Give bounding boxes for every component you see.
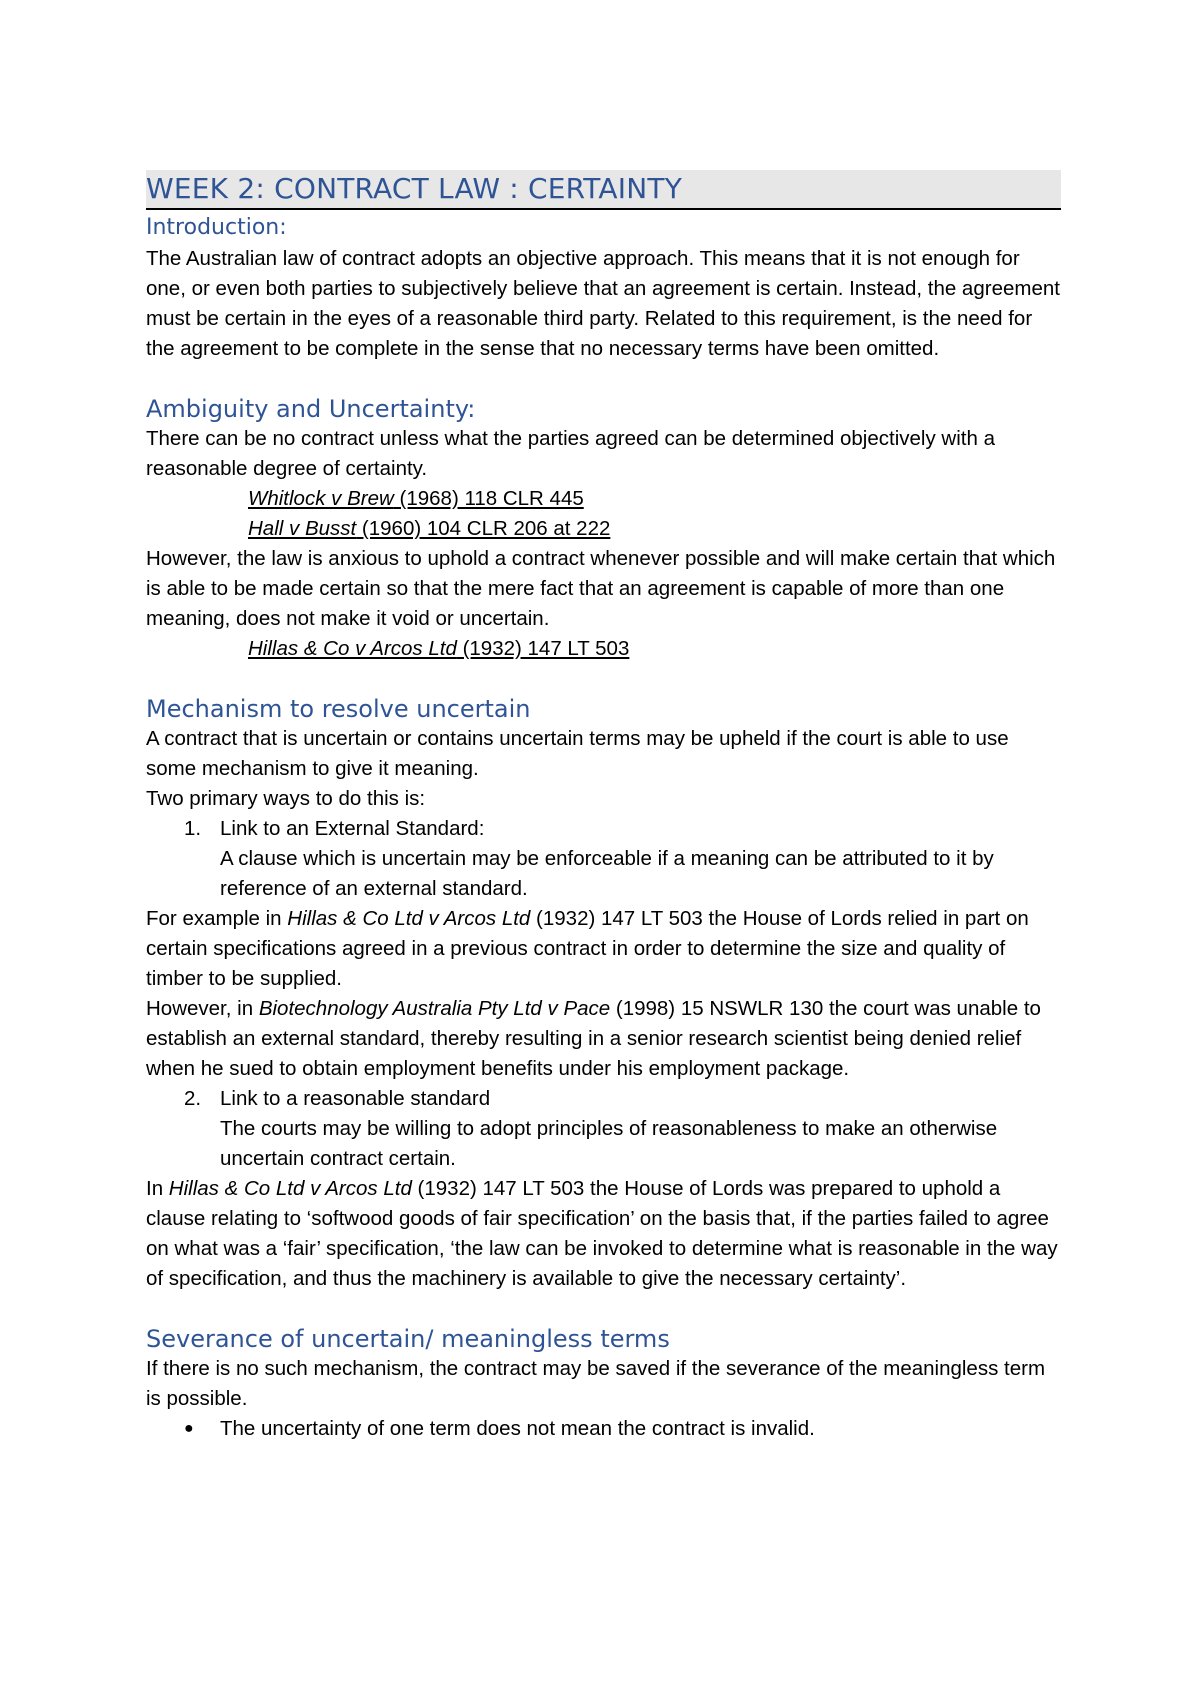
case-reference: (1968) 118 CLR 445 <box>393 487 584 510</box>
section-severance <box>146 1324 1061 1444</box>
case-reference: (1960) 104 CLR 206 at 222 <box>356 517 611 540</box>
introduction-paragraph: The Australian law of contract adopts an objective approach. This means that it is not enough for one, or even both parties to subjectively believe that an agreement is certain. Instead, the agreement must be certain in the eyes of a reasonable third party. Related to this requirement, is the need for the agreement to be complete in the sense that no necessary terms have been omitted. <box>146 247 1060 360</box>
list-item-title: Link to a reasonable standard <box>220 1087 491 1110</box>
case-citation <box>146 514 1061 544</box>
list-item-title: Link to an External Standard: <box>220 817 485 840</box>
case-reference: (1932) 147 LT 503 <box>456 637 630 660</box>
case-name: Whitlock v Brew <box>248 487 394 510</box>
case-name: Biotechnology Australia Pty Ltd v Pace <box>258 997 611 1020</box>
bullet-text: The uncertainty of one term does not mean the contract is invalid. <box>220 1417 815 1440</box>
case-name: Hillas & Co v Arcos Ltd <box>248 637 457 660</box>
case-name: Hall v Busst <box>248 517 357 540</box>
mechanism-heading: Mechanism to resolve uncertain <box>146 695 531 723</box>
list-item-description: A clause which is uncertain may be enforceable if a meaning can be attributed to it by reference of an external standard. <box>220 847 994 900</box>
severance-heading: Severance of uncertain/ meaningless terms <box>146 1325 670 1353</box>
title-bar <box>146 170 1061 210</box>
mechanism-paragraph-1: A contract that is uncertain or contains uncertain terms may be upheld if the court is able to use some mechanism to give it meaning. <box>146 727 1009 780</box>
ambiguity-paragraph-1: There can be no contract unless what the parties agreed can be determined objectively with a reasonable degree of certainty. <box>146 427 995 480</box>
case-citation <box>146 634 1061 664</box>
page-title: WEEK 2: CONTRACT LAW : CERTAINTY <box>146 172 682 205</box>
bullet-icon: ● <box>184 1420 194 1437</box>
mechanism-paragraph-2: Two primary ways to do this is: <box>146 787 426 810</box>
section-introduction <box>146 212 1061 364</box>
numbered-list-item <box>146 814 1061 904</box>
ambiguity-heading: Ambiguity and Uncertainty: <box>146 395 476 423</box>
numbered-list-item <box>146 1084 1061 1174</box>
section-mechanism <box>146 694 1061 1294</box>
list-number: 2. <box>184 1087 202 1110</box>
case-name: Hillas & Co Ltd v Arcos Ltd <box>168 1177 412 1200</box>
case-name: Hillas & Co Ltd v Arcos Ltd <box>287 907 531 930</box>
document-page <box>146 170 1061 1444</box>
severance-paragraph: If there is no such mechanism, the contract may be saved if the severance of the meaningless term is possible. <box>146 1357 1046 1410</box>
example-paragraph: For example in Hillas & Co Ltd v Arcos Ltd (1932) 147 LT 503 the House of Lords relied in part on certain specifications agreed in a previous contract in order to determine the size and quality of timber to be supplied. <box>146 907 1029 990</box>
ambiguity-paragraph-2: However, the law is anxious to uphold a contract whenever possible and will make certain that which is able to be made certain so that the mere fact that an agreement is capable of more than one meaning, does not make it void or uncertain. <box>146 547 1056 630</box>
example-paragraph: In Hillas & Co Ltd v Arcos Ltd (1932) 147 LT 503 the House of Lords was prepared to uphold a clause relating to ‘softwood goods of fair specification’ on the basis that, if the parties failed to agree on what was a ‘fair’ specification, ‘the law can be invoked to determine what is reasonable in the way of specification, and thus the machinery is available to give the necessary certainty’. <box>146 1177 1058 1290</box>
list-item-description: The courts may be willing to adopt principles of reasonableness to make an otherwise uncertain contract certain. <box>220 1117 998 1170</box>
bullet-list-item <box>146 1414 1061 1444</box>
list-number: 1. <box>184 817 202 840</box>
case-citation <box>146 484 1061 514</box>
section-ambiguity <box>146 394 1061 664</box>
introduction-heading: Introduction: <box>146 215 287 240</box>
example-paragraph: However, in Biotechnology Australia Pty Ltd v Pace (1998) 15 NSWLR 130 the court was unable to establish an external standard, thereby resulting in a senior research scientist being denied relief when he sued to obtain employment benefits under his employment package. <box>146 997 1041 1080</box>
